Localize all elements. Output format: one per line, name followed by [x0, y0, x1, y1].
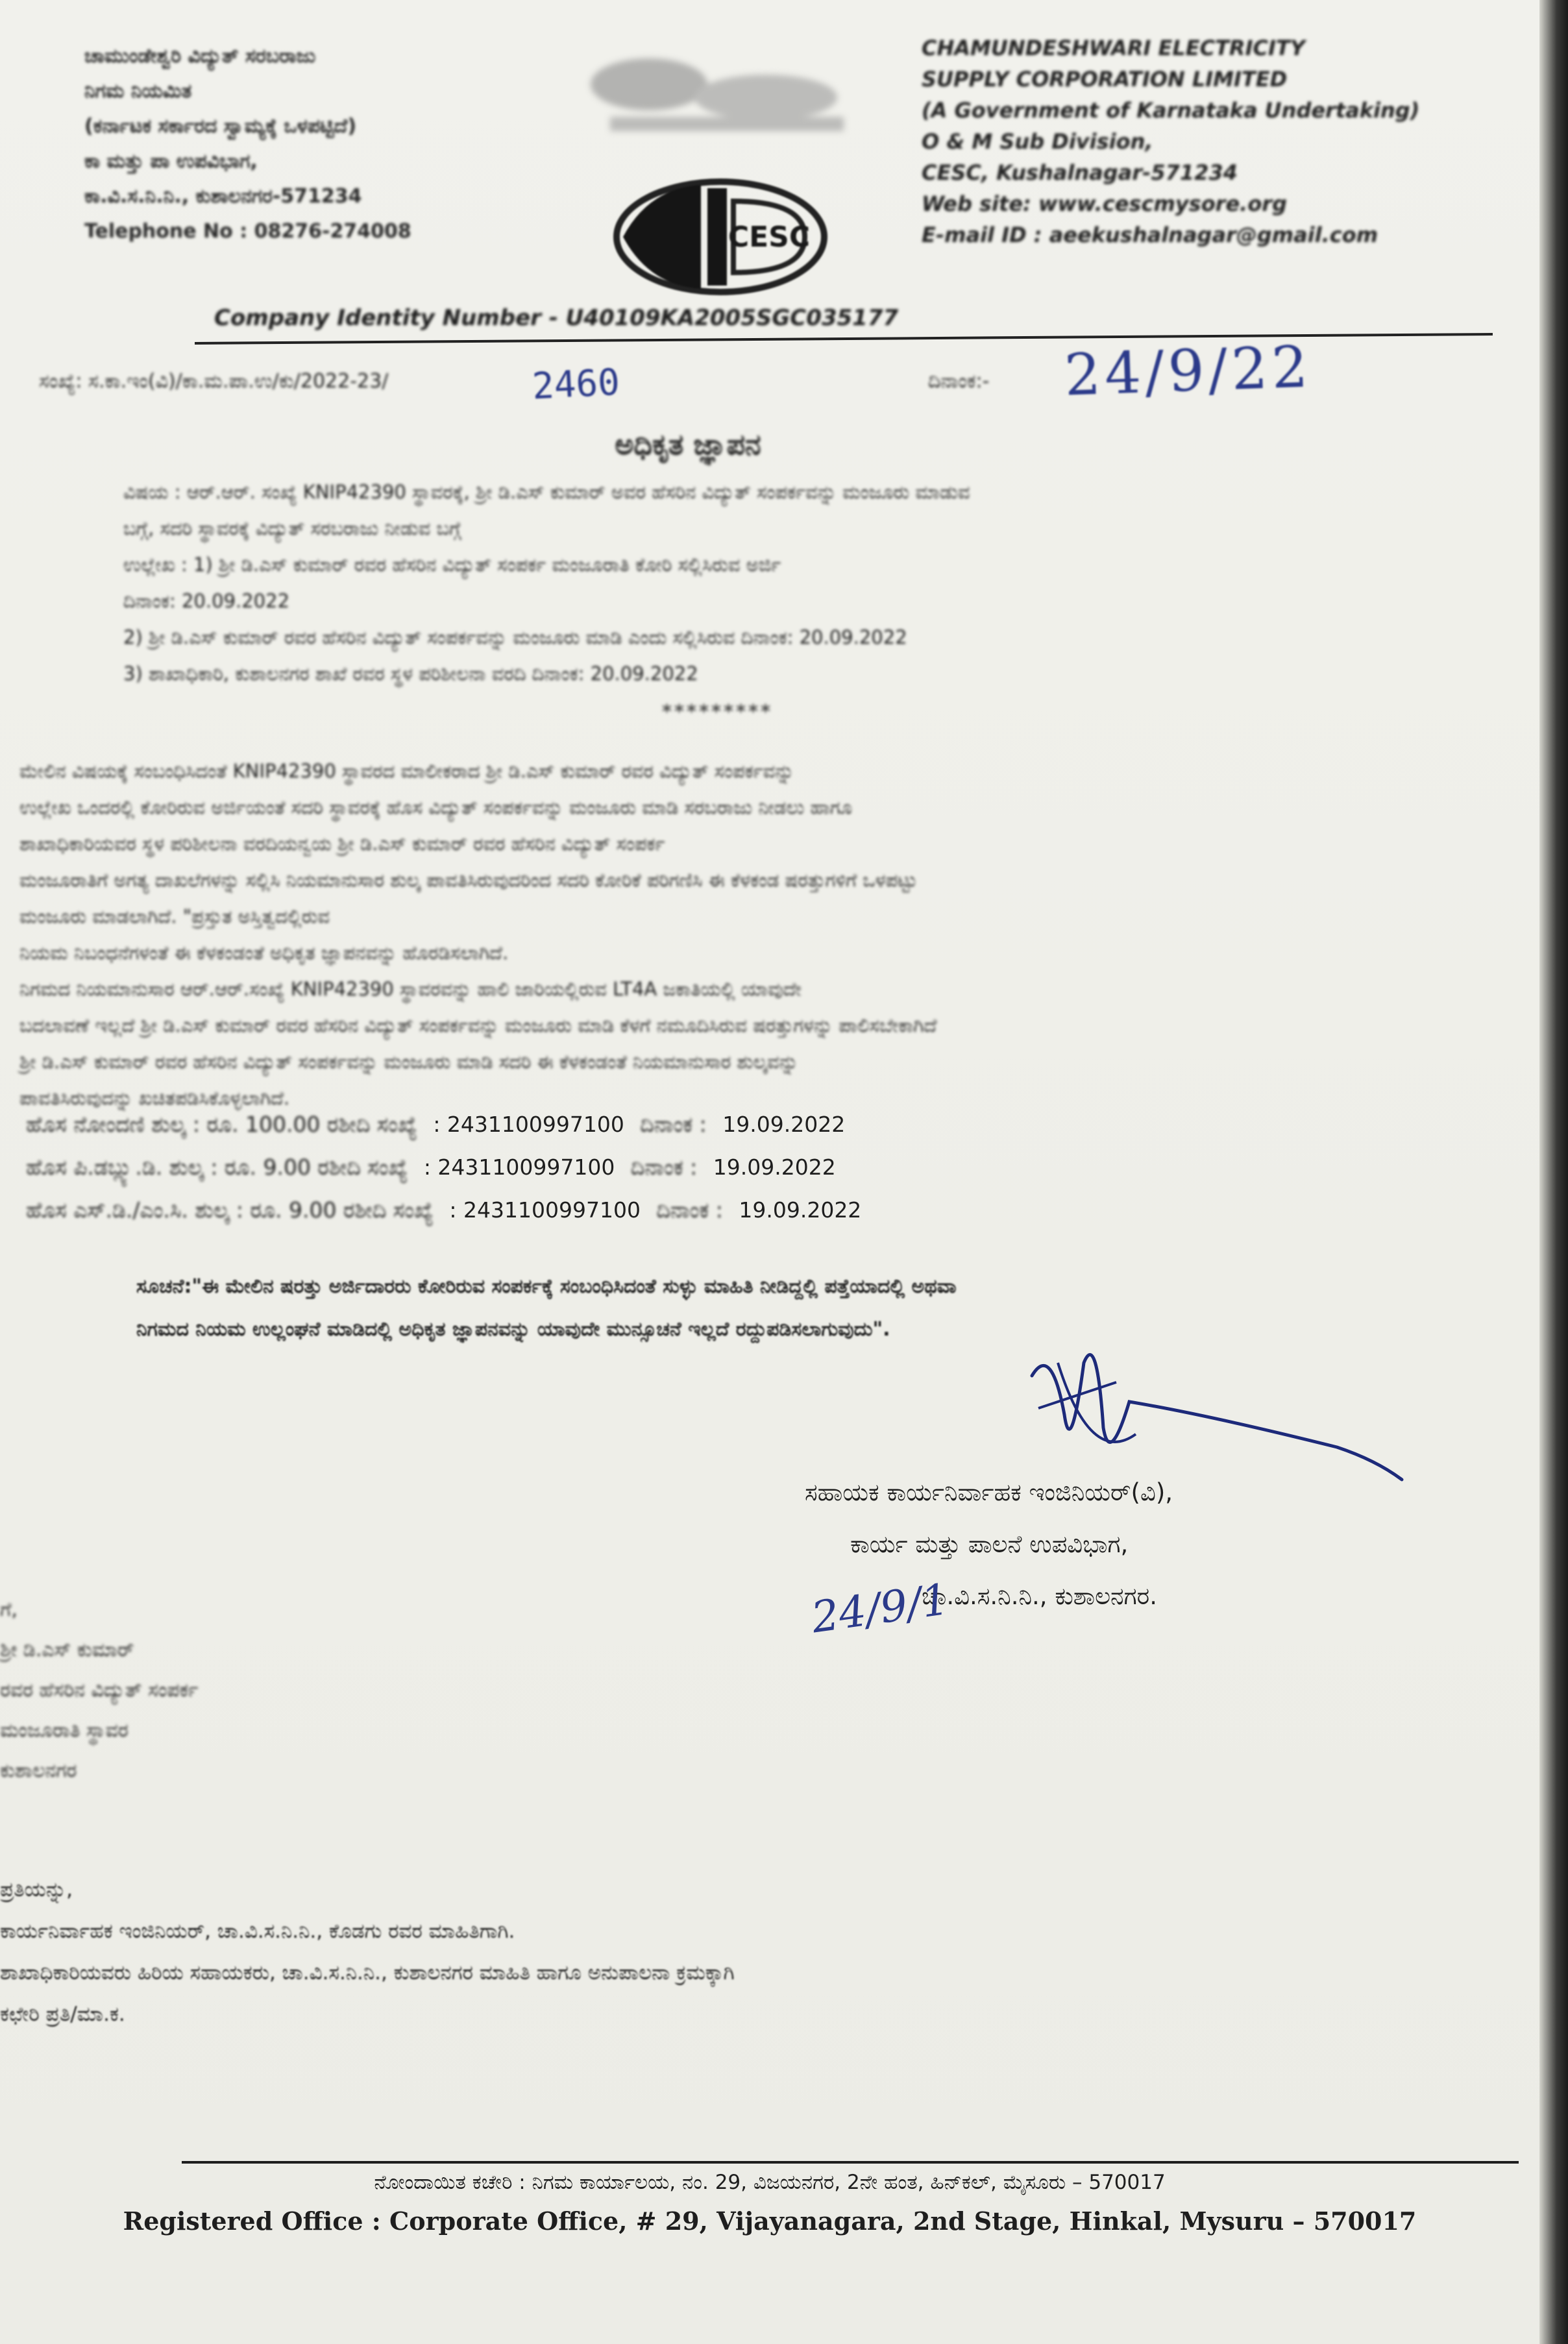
footer-english-address: Registered Office : Corporate Office, # 29, Vijayanagara, 2nd Stage, Hinkal, Mysuru – 570017	[123, 2206, 1417, 2236]
header-right-line: O & M Sub Division,	[922, 129, 1153, 154]
reference-number-handwritten: 2460	[531, 361, 621, 408]
fee-list	[26, 1103, 1129, 1232]
copy-to-line: ಕಾರ್ಯನಿರ್ವಾಹಕ ಇಂಜಿನಿಯರ್, ಚಾ.ವಿ.ಸ.ನಿ.ನಿ., ಕೊಡಗು ರವರ ಮಾಹಿತಿಗಾಗಿ.	[0, 1920, 515, 1943]
header-left-kannada	[84, 39, 487, 249]
date-handwritten: 24/9/22	[1063, 333, 1313, 409]
fee-label: ಹೊಸ ಎಸ್.ಡಿ./ಎಂ.ಸಿ. ಶುಲ್ಕ : ರೂ. 9.00 ರಶೀದಿ ಸಂಖ್ಯೆ	[26, 1197, 434, 1223]
header-right-line: (A Government of Karnataka Undertaking)	[922, 98, 1420, 123]
copy-to-line: ಶಾಖಾಧಿಕಾರಿಯವರು ಹಿರಿಯ ಸಹಾಯಕರು, ಚಾ.ವಿ.ಸ.ನಿ.ನಿ., ಕುಶಾಲನಗರ ಮಾಹಿತಿ ಹಾಗೂ ಅನುಪಾಲನಾ ಕ್ರಮಕ್ಕಾಗಿ	[0, 1961, 735, 1984]
body-line: ನಿಗಮದ ನಿಯಮಾನುಸಾರ ಆರ್.ಆರ್.ಸಂಖ್ಯೆ KNIP42390 ಸ್ಥಾವರವನ್ನು ಹಾಲಿ ಜಾರಿಯಲ್ಲಿರುವ LT4A ಜಕಾತಿಯಲ್ಲಿ ಯಾವುದೇ	[19, 978, 802, 1000]
subject-line: ಬಗ್ಗೆ, ಸದರಿ ಸ್ಥಾವರಕ್ಕೆ ವಿದ್ಯುತ್ ಸರಬರಾಜು ನೀಡುವ ಬಗ್ಗೆ	[123, 517, 461, 539]
fee-receipt: : 2431100997100	[423, 1154, 615, 1180]
body-line: ಉಲ್ಲೇಖ ಒಂದರಲ್ಲಿ ಕೋರಿರುವ ಅರ್ಜಿಯಂತೆ ಸದರಿ ಸ್ಥಾವರಕ್ಕೆ ಹೊಸ ವಿದ್ಯುತ್ ಸಂಪರ್ಕವನ್ನು ಮಂಜೂರು ಮಾಡಿ ಸರಬರಾಜು ನೀಡಲು ಹಾಗೂ	[19, 796, 853, 818]
subject-line: 3) ಶಾಖಾಧಿಕಾರಿ, ಕುಶಾಲನಗರ ಶಾಖೆ ರವರ ಸ್ಥಳ ಪರಿಶೀಲನಾ ವರದಿ ದಿನಾಂಕ: 20.09.2022	[123, 663, 698, 685]
copy-to-line: ಕಛೇರಿ ಪ್ರತಿ/ಮಾ.ಕ.	[0, 2003, 125, 2026]
subject-block	[123, 474, 1486, 692]
logo-text: CESC	[728, 221, 811, 254]
signatory-line: ಚಾ.ವಿ.ಸ.ನಿ.ನಿ., ಕುಶಾಲನಗರ.	[922, 1582, 1157, 1610]
header-right-line: SUPPLY CORPORATION LIMITED	[922, 67, 1288, 92]
body-line: ಶ್ರೀ ಡಿ.ಎಸ್ ಕುಮಾರ್ ರವರ ಹೆಸರಿನ ವಿದ್ಯುತ್ ಸಂಪರ್ಕವನ್ನು ಮಂಜೂರು ಮಾಡಿ ಸದರಿ ಈ ಕೆಳಕಂಡಂತೆ ನಿಯಮಾನುಸಾರ ಶುಲ್ಕವನ್ನು	[19, 1051, 798, 1073]
body-line: ಮೇಲಿನ ವಿಷಯಕ್ಕೆ ಸಂಬಂಧಿಸಿದಂತೆ KNIP42390 ಸ್ಥಾವರದ ಮಾಲೀಕರಾದ ಶ್ರೀ ಡಿ.ಎಸ್ ಕುಮಾರ್ ರವರ ವಿದ್ಯುತ್ ಸಂಪರ್ಕವನ್ನು	[19, 760, 794, 782]
header-left-line: (ಕರ್ನಾಟಕ ಸರ್ಕಾರದ ಸ್ವಾಮ್ಯಕ್ಕೆ ಒಳಪಟ್ಟಿದೆ)	[84, 115, 357, 138]
recipient-block	[0, 1590, 389, 1791]
subject-line: ವಿಷಯ : ಆರ್.ಆರ್. ಸಂಖ್ಯೆ KNIP42390 ಸ್ಥಾವರಕ್ಕೆ, ಶ್ರೀ ಡಿ.ಎಸ್ ಕುಮಾರ್ ಅವರ ಹೆಸರಿನ ವಿದ್ಯುತ್ ಸಂಪರ್ಕವನ್ನು ಮಂಜೂರು ಮಾಡುವ	[123, 481, 970, 503]
header-left-line: ನಿಗಮ ನಿಯಮಿತ	[84, 80, 192, 103]
body-paragraph	[19, 753, 1512, 1116]
subject-line: ದಿನಾಂಕ: 20.09.2022	[123, 590, 290, 612]
copy-to-line: ಪ್ರತಿಯನ್ನು,	[0, 1878, 73, 1901]
body-line: ಶಾಖಾಧಿಕಾರಿಯವರ ಸ್ಥಳ ಪರಿಶೀಲನಾ ವರದಿಯನ್ವಯ ಶ್ರೀ ಡಿ.ಎಸ್ ಕುಮಾರ್ ರವರ ಹೆಸರಿನ ವಿದ್ಯುತ್ ಸಂಪರ್ಕ	[19, 833, 665, 855]
body-line: ಮಂಜೂರಾತಿಗೆ ಅಗತ್ಯ ದಾಖಲೆಗಳನ್ನು ಸಲ್ಲಿಸಿ ನಿಯಮಾನುಸಾರ ಶುಲ್ಕ ಪಾವತಿಸಿರುವುದರಿಂದ ಸದರಿ ಕೋರಿಕೆ ಪರಿಗಣಿಸಿ ಈ ಕೆಳಕಂಡ ಷರತ್ತುಗಳಿಗೆ ಒಳಪಟ್ಟು	[19, 869, 918, 891]
fee-date-label: ದಿನಾಂಕ :	[656, 1197, 723, 1223]
recipient-line: ಕುಶಾಲನಗರ	[0, 1759, 77, 1782]
footer-divider	[182, 2161, 1519, 2164]
body-line: ಪಾವತಿಸಿರುವುದನ್ನು ಖಚಿತಪಡಿಸಿಕೊಳ್ಳಲಾಗಿದೆ.	[19, 1087, 290, 1109]
body-line: ಬದಲಾವಣೆ ಇಲ್ಲದೆ ಶ್ರೀ ಡಿ.ಎಸ್ ಕುಮಾರ್ ರವರ ಹೆಸರಿನ ವಿದ್ಯುತ್ ಸಂಪರ್ಕವನ್ನು ಮಂಜೂರು ಮಾಡಿ ಕೆಳಗೆ ನಮೂದಿಸಿರುವ ಷರತ್ತುಗಳನ್ನು ಪಾಲಿಸಬೇಕಾಗಿದೆ	[19, 1014, 937, 1036]
header-left-line: ಕಾ.ವಿ.ಸ.ನಿ.ನಿ., ಕುಶಾಲನಗರ-571234	[84, 185, 362, 208]
header-left-line: ಚಾಮುಂಡೇಶ್ವರಿ ವಿದ್ಯುತ್ ಸರಬರಾಜು	[84, 45, 316, 67]
cesc-logo	[610, 175, 831, 299]
signatory-line: ಕಾರ್ಯ ಮತ್ತು ಪಾಲನೆ ಉಪವಿಭಾಗ,	[850, 1530, 1129, 1558]
fee-label: ಹೊಸ ಪಿ.ಡಬ್ಲ್ಯು.ಡಿ. ಶುಲ್ಕ : ರೂ. 9.00 ರಶೀದಿ ಸಂಖ್ಯೆ	[26, 1154, 408, 1180]
handwritten-initial: 24/9/1	[808, 1574, 952, 1643]
fee-row	[26, 1146, 1129, 1189]
fee-receipt: : 2431100997100	[433, 1112, 624, 1137]
section-separator: *********	[662, 701, 773, 724]
fee-label: ಹೊಸ ನೋಂದಣಿ ಶುಲ್ಕ : ರೂ. 100.00 ರಶೀದಿ ಸಂಖ್ಯೆ	[26, 1112, 417, 1137]
subject-line: ಉಲ್ಲೇಖ : 1) ಶ್ರೀ ಡಿ.ಎಸ್ ಕುಮಾರ್ ರವರ ಹೆಸರಿನ ವಿದ್ಯುತ್ ಸಂಪರ್ಕ ಮಂಜೂರಾತಿ ಕೋರಿ ಸಲ್ಲಿಸಿರುವ ಅರ್ಜಿ	[123, 554, 781, 576]
document-title: ಅಧಿಕೃತ ಜ್ಞಾಪನ	[615, 428, 761, 461]
body-line: ಮಂಜೂರು ಮಾಡಲಾಗಿದೆ. "ಪ್ರಸ್ತುತ ಅಸ್ತಿತ್ವದಲ್ಲಿರುವ	[19, 905, 330, 927]
recipient-line: ಶ್ರೀ ಡಿ.ಎಸ್ ಕುಮಾರ್	[0, 1639, 134, 1661]
header-left-line: Telephone No : 08276-274008	[84, 220, 411, 243]
fee-date: 19.09.2022	[722, 1112, 846, 1137]
fee-row	[26, 1189, 1129, 1232]
recipient-line: ರವರ ಹೆಸರಿನ ವಿದ್ಯುತ್ ಸಂಪರ್ಕ	[0, 1679, 199, 1702]
fee-date-label: ದಿನಾಂಕ :	[640, 1112, 707, 1137]
company-identity-number: Company Identity Number - U40109KA2005SGC035177	[214, 305, 899, 331]
recipient-line: ಗೆ,	[0, 1598, 18, 1621]
footer-kannada-address: ನೋಂದಾಯಿತ ಕಚೇರಿ : ನಿಗಮ ಕಾರ್ಯಾಲಯ, ನಂ. 29, ವಿಜಯನಗರ, 2ನೇ ಹಂತ, ಹಿನ್‌ಕಲ್, ಮೈಸೂರು – 570017	[374, 2171, 1166, 2194]
header-right-line: CHAMUNDESHWARI ELECTRICITY	[922, 36, 1305, 60]
copy-to-block	[0, 1869, 1298, 2035]
signatory-line: ಸಹಾಯಕ ಕಾರ್ಯನಿರ್ವಾಹಕ ಇಂಜಿನಿಯರ್(ವಿ),	[805, 1478, 1173, 1506]
header-right-english	[922, 32, 1454, 250]
header-left-line: ಕಾ ಮತ್ತು ಪಾ ಉಪವಿಭಾಗ,	[84, 150, 258, 173]
note-line: ಸೂಚನೆ:"ಈ ಮೇಲಿನ ಷರತ್ತು ಅರ್ಜಿದಾರರು ಕೋರಿರುವ ಸಂಪರ್ಕಕ್ಕೆ ಸಂಬಂಧಿಸಿದಂತೆ ಸುಳ್ಳು ಮಾಹಿತಿ ನೀಡಿದ್ದಲ್ಲಿ ಪತ್ತೆಯಾದಲ್ಲಿ ಅಥವಾ	[136, 1275, 957, 1298]
header-right-line: E-mail ID : aeekushalnagar@gmail.com	[922, 223, 1378, 247]
subject-line: 2) ಶ್ರೀ ಡಿ.ಎಸ್ ಕುಮಾರ್ ರವರ ಹೆಸರಿನ ವಿದ್ಯುತ್ ಸಂಪರ್ಕವನ್ನು ಮಂಜೂರು ಮಾಡಿ ಎಂದು ಸಲ್ಲಿಸಿರುವ ದಿನಾಂಕ: 20.09.2022	[123, 626, 907, 648]
recipient-line: ಮಂಜೂರಾತಿ ಸ್ಥಾವರ	[0, 1719, 129, 1742]
faded-watermark	[571, 39, 883, 156]
fee-row	[26, 1103, 1129, 1146]
body-line: ನಿಯಮ ನಿಬಂಧನೆಗಳಂತೆ ಈ ಕೆಳಕಂಡಂತೆ ಅಧಿಕೃತ ಜ್ಞಾಪನವನ್ನು ಹೊರಡಿಸಲಾಗಿದೆ.	[19, 942, 509, 964]
date-label: ದಿನಾಂಕ:-	[928, 370, 990, 393]
header-right-line: Web site: www.cescmysore.org	[922, 191, 1287, 216]
note-line: ನಿಗಮದ ನಿಯಮ ಉಲ್ಲಂಘನೆ ಮಾಡಿದಲ್ಲಿ ಅಧಿಕೃತ ಜ್ಞಾಪನವನ್ನು ಯಾವುದೇ ಮುನ್ಸೂಚನೆ ಇಲ್ಲದೆ ರದ್ದುಪಡಿಸಲಾಗುವುದು".	[136, 1318, 890, 1341]
fee-date: 19.09.2022	[739, 1197, 862, 1223]
reference-number-label: ಸಂಖ್ಯೆ: ಸ.ಕಾ.ಇಂ(ವಿ)/ಕಾ.ಮ.ಪಾ.ಉ/ಕು/2022-23/	[39, 370, 389, 393]
header-right-line: CESC, Kushalnagar-571234	[922, 160, 1238, 185]
fee-receipt: : 2431100997100	[449, 1197, 641, 1223]
fee-date: 19.09.2022	[713, 1154, 836, 1180]
page-edge-shadow	[1539, 0, 1568, 2344]
fee-date-label: ದಿನಾಂಕ :	[630, 1154, 698, 1180]
